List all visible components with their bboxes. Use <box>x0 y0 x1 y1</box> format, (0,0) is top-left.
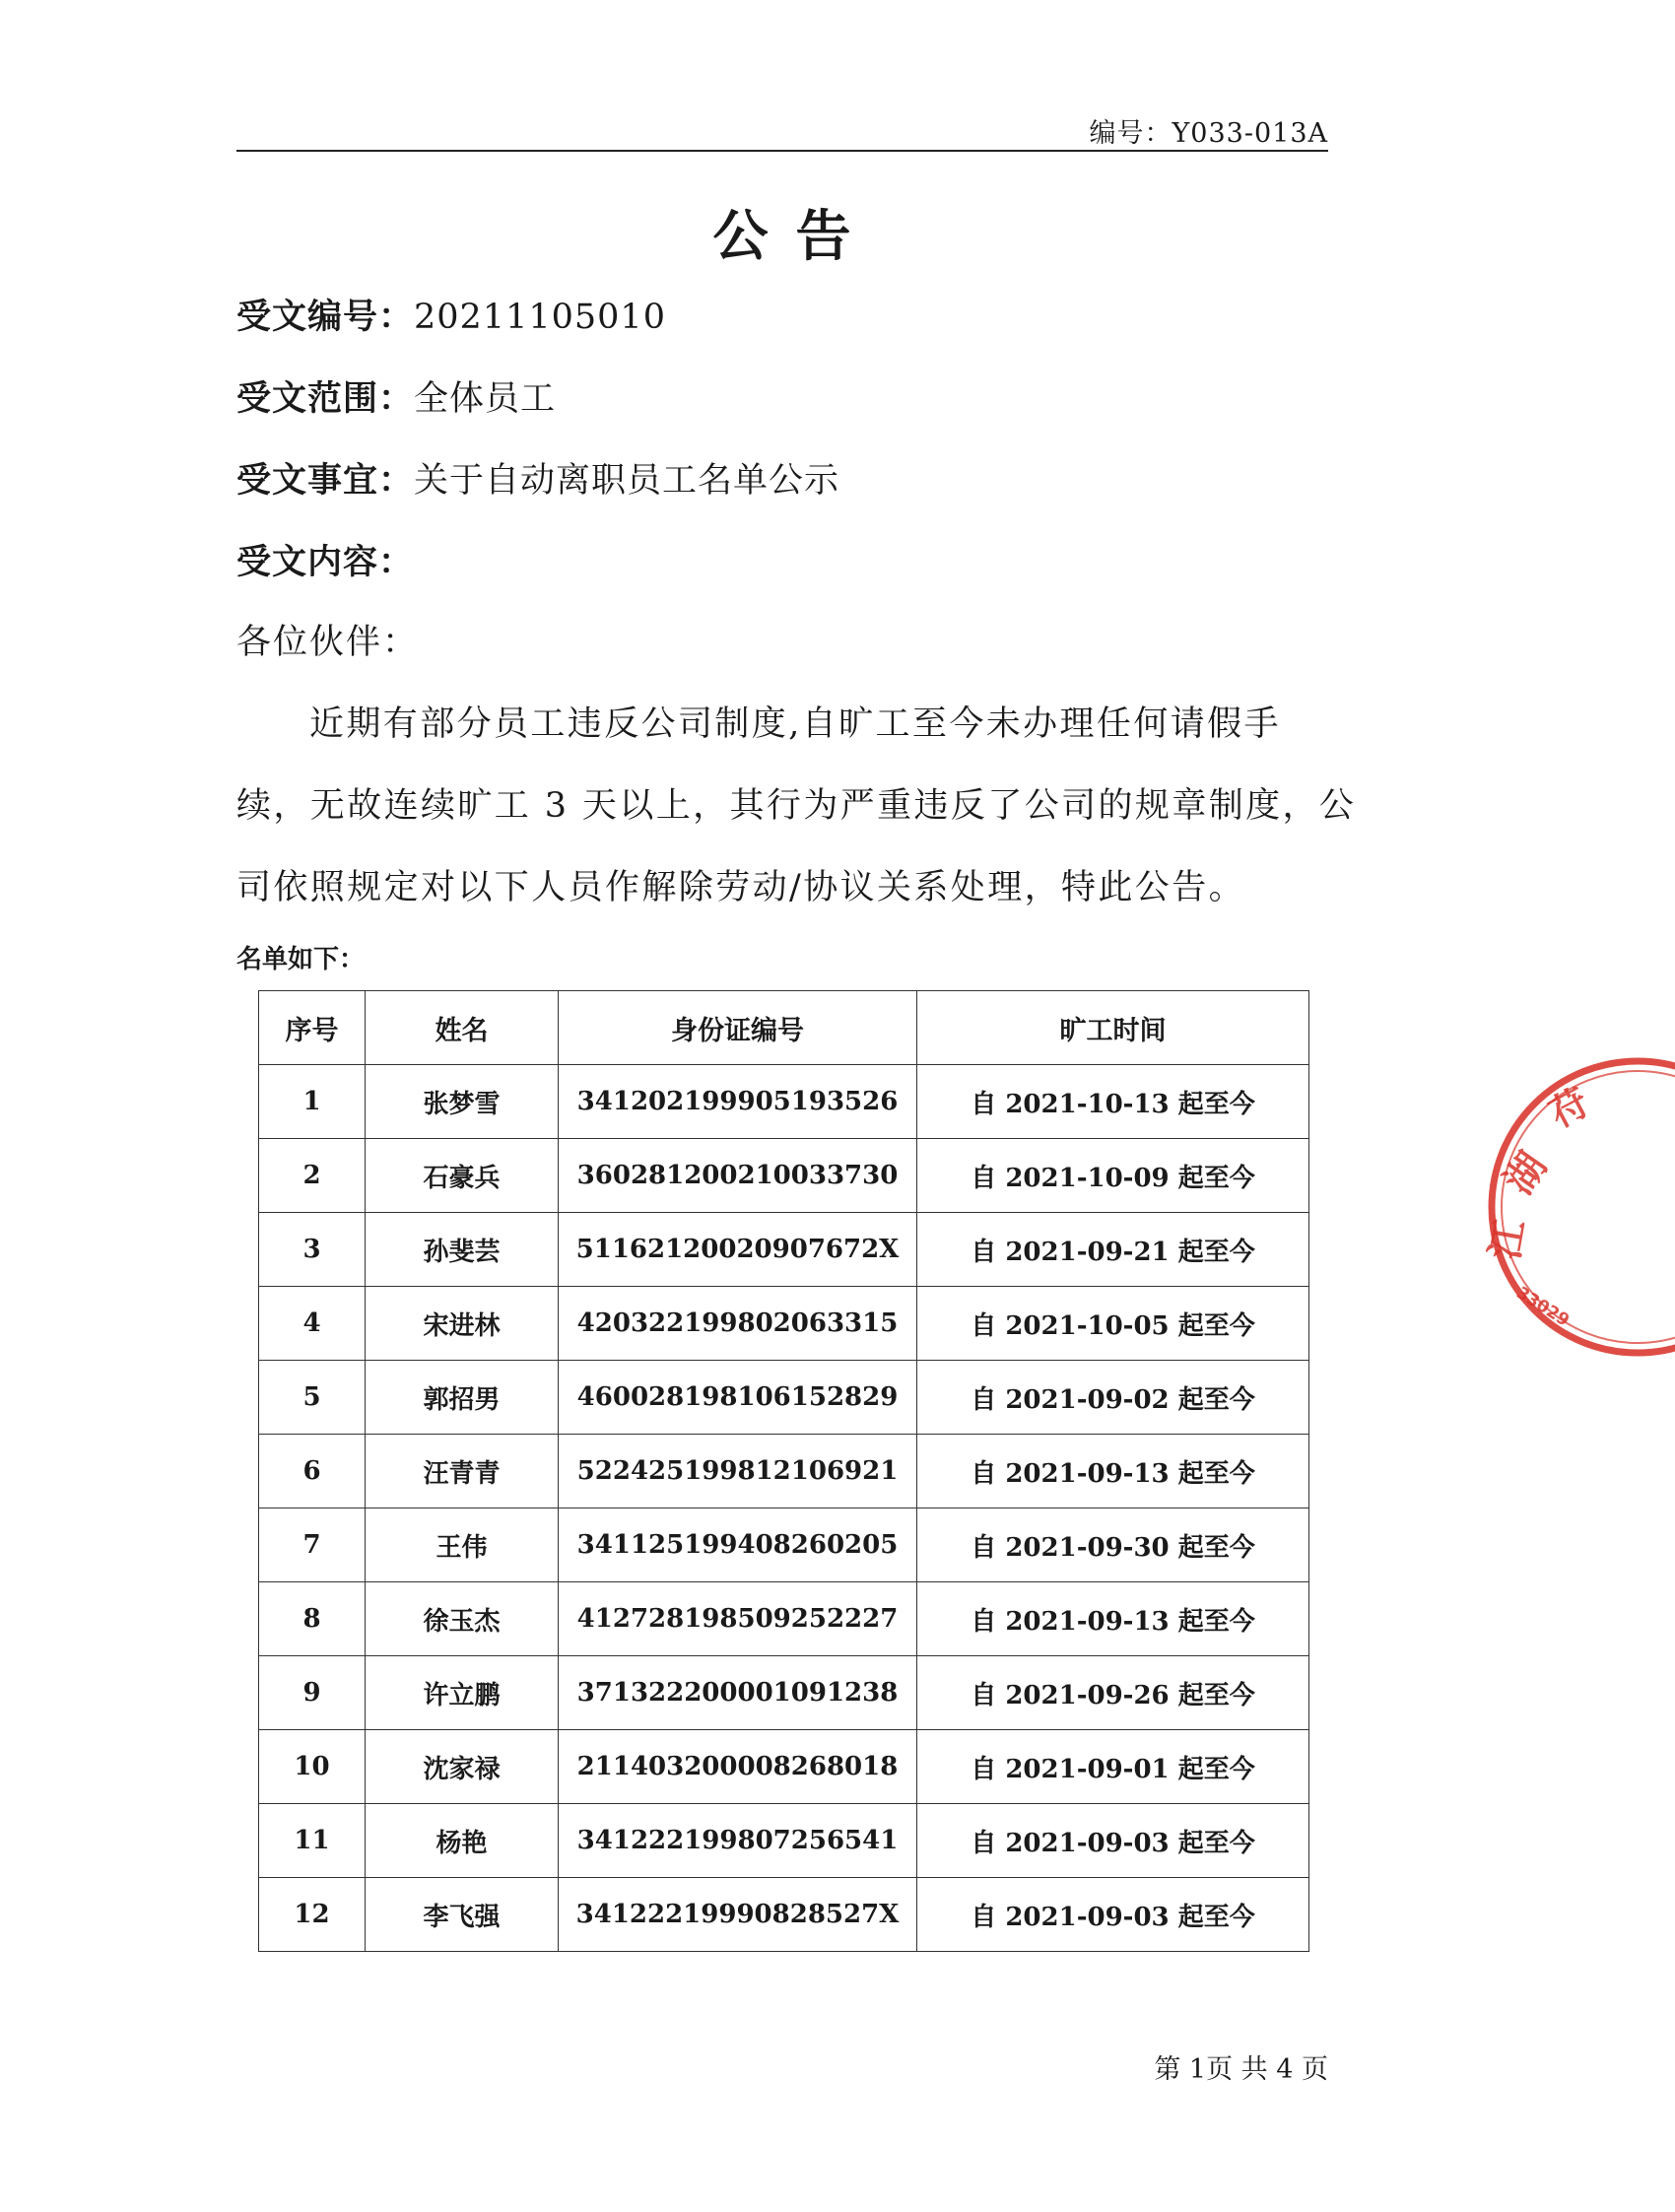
list-heading: 名单如下： <box>236 945 366 974</box>
meta-subject <box>236 453 839 503</box>
table-row <box>259 1656 1309 1730</box>
cell-no: 1 <box>259 1065 366 1139</box>
meta-label: 受文事宜： <box>236 460 415 501</box>
body-line-3: 司依照规定对以下人员作解除劳动/协议关系处理，特此公告。 <box>236 868 1245 907</box>
table-row <box>259 1361 1309 1435</box>
table-row <box>259 1435 1309 1508</box>
cell-name: 孙斐芸 <box>366 1213 559 1287</box>
header-divider <box>236 150 1328 152</box>
cell-name: 郭招男 <box>366 1361 559 1435</box>
cell-absence: 自 2021-10-09 起至今 <box>917 1139 1309 1213</box>
table-row <box>259 1139 1309 1213</box>
page-title: 公告 <box>712 204 879 269</box>
cell-name: 杨艳 <box>366 1804 559 1878</box>
header-id: 身份证编号 <box>559 991 917 1065</box>
table-row <box>259 1730 1309 1804</box>
meta-value: 全体员工 <box>414 379 557 419</box>
cell-absence: 自 2021-09-13 起至今 <box>917 1435 1309 1508</box>
cell-id: 360281200210033730 <box>559 1139 917 1213</box>
cell-id: 412728198509252227 <box>559 1582 917 1656</box>
cell-absence: 自 2021-10-13 起至今 <box>917 1065 1309 1139</box>
company-seal-icon <box>1478 1059 1675 1355</box>
cell-absence: 自 2021-09-21 起至今 <box>917 1213 1309 1287</box>
cell-absence: 自 2021-09-03 起至今 <box>917 1878 1309 1952</box>
cell-id: 341125199408260205 <box>559 1508 917 1582</box>
cell-id: 211403200008268018 <box>559 1730 917 1804</box>
table-row <box>259 1878 1309 1952</box>
cell-absence: 自 2021-09-02 起至今 <box>917 1361 1309 1435</box>
seal-char: 湖 <box>1495 1144 1557 1203</box>
cell-id: 522425199812106921 <box>559 1435 917 1508</box>
table-row <box>259 1213 1309 1287</box>
cell-absence: 自 2021-10-05 起至今 <box>917 1287 1309 1361</box>
cell-id: 341222199807256541 <box>559 1804 917 1878</box>
meta-doc-number <box>236 290 666 339</box>
employee-table <box>258 990 1309 1952</box>
header-name: 姓名 <box>366 991 559 1065</box>
cell-absence: 自 2021-09-26 起至今 <box>917 1656 1309 1730</box>
cell-name: 石豪兵 <box>366 1139 559 1213</box>
meta-label: 受文范围： <box>236 378 415 419</box>
cell-name: 张梦雪 <box>366 1065 559 1139</box>
cell-id: 51162120020907672X <box>559 1213 917 1287</box>
meta-value: 20211105010 <box>414 298 666 337</box>
table-row <box>259 1582 1309 1656</box>
cell-name: 许立鹏 <box>366 1656 559 1730</box>
cell-no: 9 <box>259 1656 366 1730</box>
seal-number: 33029 <box>1512 1283 1574 1331</box>
greeting: 各位伙伴： <box>236 623 420 662</box>
meta-content <box>236 535 414 584</box>
table-row <box>259 1065 1309 1139</box>
cell-name: 王伟 <box>366 1508 559 1582</box>
cell-no: 8 <box>259 1582 366 1656</box>
cell-no: 2 <box>259 1139 366 1213</box>
cell-name: 汪青青 <box>366 1435 559 1508</box>
cell-name: 沈家禄 <box>366 1730 559 1804</box>
seal-char: 苻 <box>1542 1079 1596 1136</box>
cell-name: 徐玉杰 <box>366 1582 559 1656</box>
table-row <box>259 1804 1309 1878</box>
cell-no: 6 <box>259 1435 366 1508</box>
table-row <box>259 1508 1309 1582</box>
cell-no: 3 <box>259 1213 366 1287</box>
table-header-row <box>259 991 1309 1065</box>
body-line-2: 续，无故连续旷工 3 天以上，其行为严重违反了公司的规章制度，公 <box>236 786 1357 826</box>
cell-no: 7 <box>259 1508 366 1582</box>
meta-scope <box>236 371 556 421</box>
document-number: 编号：Y033-013A <box>1089 118 1328 149</box>
cell-no: 12 <box>259 1878 366 1952</box>
header-no: 序号 <box>259 991 366 1065</box>
cell-name: 宋进林 <box>366 1287 559 1361</box>
cell-no: 11 <box>259 1804 366 1878</box>
page-footer: 第 1页 共 4 页 <box>1154 2054 1328 2085</box>
cell-id: 460028198106152829 <box>559 1361 917 1435</box>
cell-id: 34122219990828527X <box>559 1878 917 1952</box>
meta-label: 受文内容： <box>236 542 415 582</box>
meta-value: 关于自动离职员工名单公示 <box>414 461 840 501</box>
cell-no: 5 <box>259 1361 366 1435</box>
table-row <box>259 1287 1309 1361</box>
meta-label: 受文编号： <box>236 297 415 337</box>
header-absence: 旷工时间 <box>917 991 1309 1065</box>
cell-id: 371322200001091238 <box>559 1656 917 1730</box>
cell-absence: 自 2021-09-30 起至今 <box>917 1508 1309 1582</box>
cell-absence: 自 2021-09-13 起至今 <box>917 1582 1309 1656</box>
cell-id: 341202199905193526 <box>559 1065 917 1139</box>
cell-absence: 自 2021-09-01 起至今 <box>917 1730 1309 1804</box>
cell-no: 4 <box>259 1287 366 1361</box>
cell-absence: 自 2021-09-03 起至今 <box>917 1804 1309 1878</box>
cell-id: 420322199802063315 <box>559 1287 917 1361</box>
seal-char: 江 <box>1481 1216 1534 1263</box>
cell-no: 10 <box>259 1730 366 1804</box>
body-line-1: 近期有部分员工违反公司制度,自旷工至今未办理任何请假手 <box>309 704 1281 744</box>
cell-name: 李飞强 <box>366 1878 559 1952</box>
